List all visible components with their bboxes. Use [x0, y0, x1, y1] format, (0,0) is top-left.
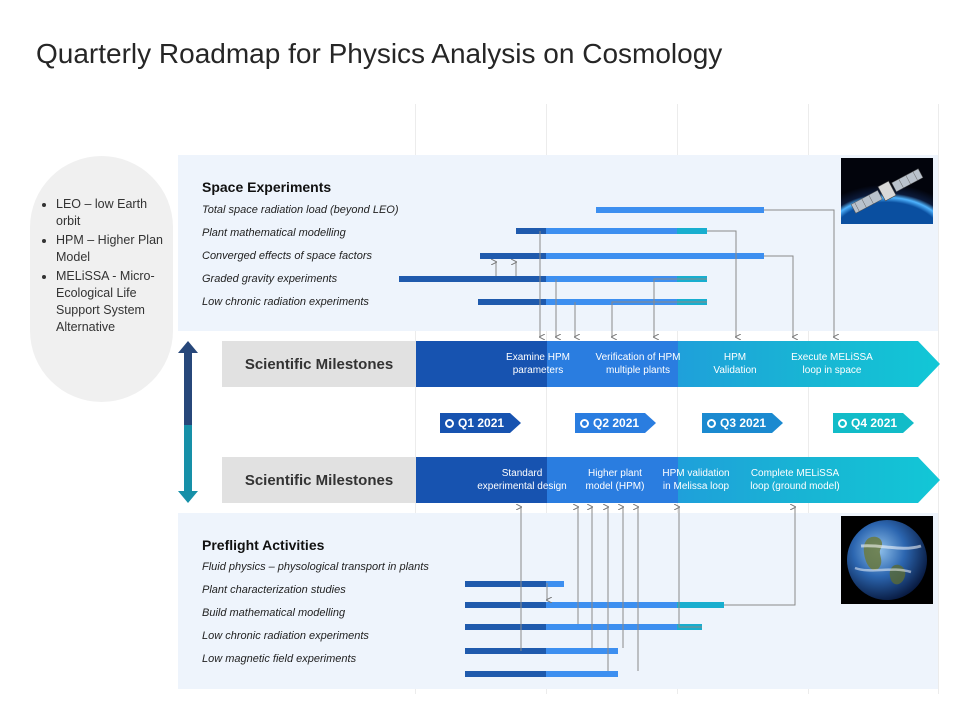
- space-task-label: Converged effects of space factors: [202, 250, 372, 262]
- milestone-text: Examine HPM parameters: [506, 352, 570, 376]
- legend-item: • HPM – Higher Plan Model: [56, 232, 168, 266]
- quarter-label: Q3 2021: [720, 416, 767, 430]
- milestone-text: Verification of HPM multiple plants: [595, 352, 681, 376]
- milestone-text: Standard experimental design: [477, 468, 567, 492]
- preflight-task-label: Low chronic radiation experiments: [202, 630, 369, 642]
- preflight-task-label: Plant characterization studies: [202, 584, 346, 596]
- milestone-text: Higher plant model (HPM): [585, 468, 645, 492]
- quarter-label: Q2 2021: [593, 416, 640, 430]
- milestone-text: HPM validation in Melissa loop: [662, 468, 730, 492]
- space-task-label: Total space radiation load (beyond LEO): [202, 204, 399, 216]
- quarter-label: Q1 2021: [458, 416, 505, 430]
- legend-item: • LEO – low Earth orbit: [56, 196, 168, 230]
- scientific-milestones-label-top: Scientific Milestones: [222, 341, 416, 387]
- space-task-label: Plant mathematical modelling: [202, 227, 346, 239]
- preflight-task-label: Fluid physics – physological transport in plants: [202, 561, 429, 573]
- milestone-text: Complete MELiSSA loop (ground model): [750, 468, 840, 492]
- space-experiments-heading: Space Experiments: [202, 179, 332, 195]
- preflight-heading: Preflight Activities: [202, 537, 325, 553]
- milestone-text: HPM Validation: [713, 352, 757, 376]
- preflight-task-label: Build mathematical modelling: [202, 607, 346, 619]
- space-task-label: Graded gravity experiments: [202, 273, 338, 285]
- milestone-text: Execute MELiSSA loop in space: [791, 352, 873, 376]
- quarter-label: Q4 2021: [851, 416, 898, 430]
- space-task-label: Low chronic radiation experiments: [202, 296, 369, 308]
- page-title: Quarterly Roadmap for Physics Analysis on Cosmology: [36, 38, 723, 69]
- legend-item: • MELiSSA - Micro-Ecological Life Support System Alternative: [56, 268, 168, 336]
- scientific-milestones-label-bottom: Scientific Milestones: [222, 457, 416, 503]
- preflight-task-label: Low magnetic field experiments: [202, 653, 357, 665]
